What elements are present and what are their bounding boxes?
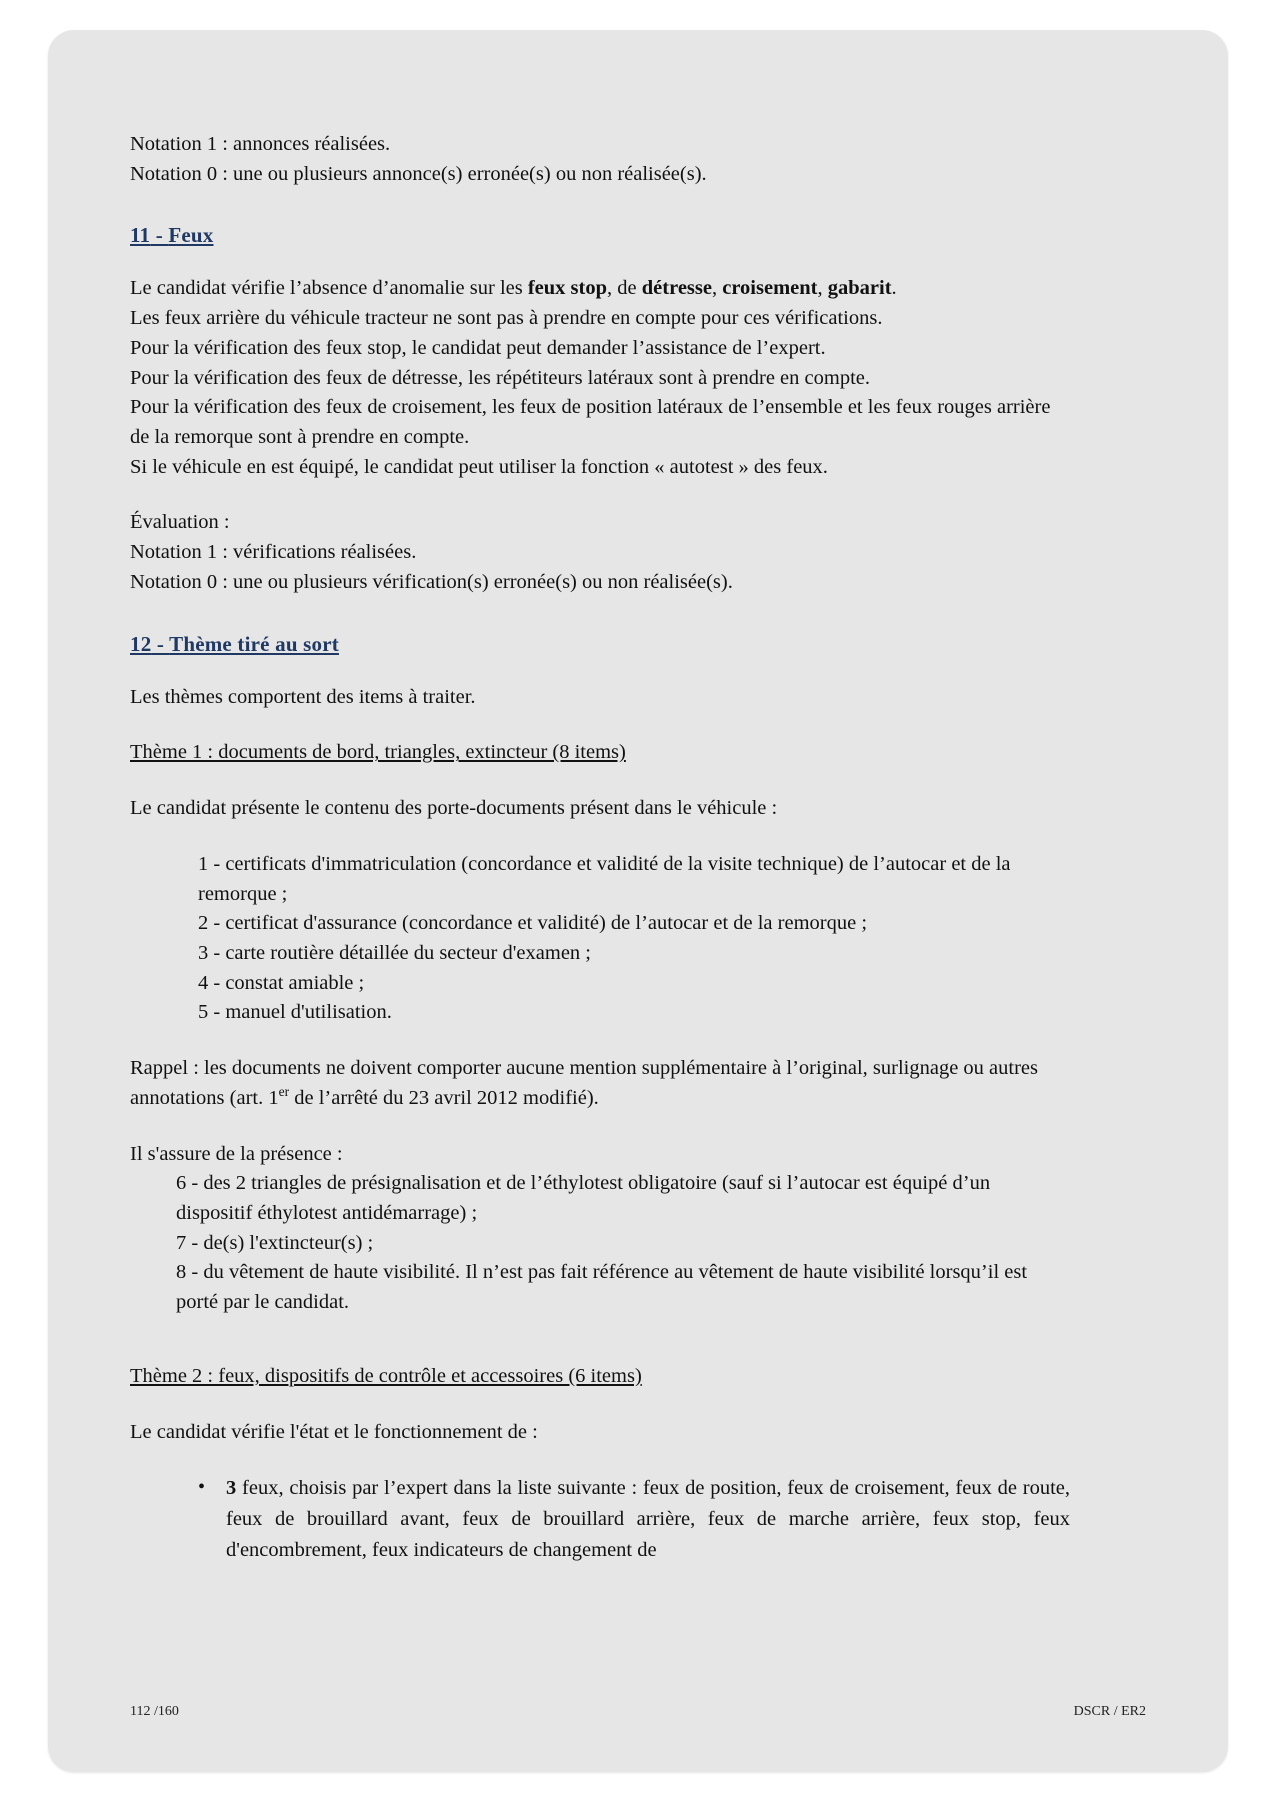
presence-item-7: 7 - de(s) l'extincteur(s) ; <box>176 1231 374 1254</box>
theme-1-items <box>130 850 1070 1028</box>
rappel-superscript: er <box>278 1083 290 1099</box>
evaluation-line-1: Notation 1 : vérifications réalisées. <box>130 541 417 564</box>
p1-bold-gabarit: gabarit <box>827 277 892 300</box>
presence-items <box>130 1169 1070 1318</box>
p1-a: Le candidat vérifie l’absence d’anomalie sur les <box>130 277 528 300</box>
page-footer <box>130 1704 1146 1720</box>
document-body <box>130 130 1070 1566</box>
p1-c: , de <box>607 277 642 300</box>
theme-2-bullet-count: 3 <box>226 1477 237 1500</box>
section-11-line-1: Les feux arrière du véhicule tracteur ne sont pas à prendre en compte pour ces vérifications. <box>130 307 883 330</box>
theme-1-item-2: 2 - certificat d'assurance (concordance et validité) de l’autocar et de la remorque ; <box>198 912 868 935</box>
presence-item-6: 6 - des 2 triangles de présignalisation et de l’éthylotest obligatoire (sauf si l’autocar est équipé d’un dispositif éthylotest antidémarrage) ; <box>176 1172 991 1224</box>
theme-2-heading: Thème 2 : feux, dispositifs de contrôle et accessoires (6 items) <box>130 1364 642 1387</box>
theme-2-bullet-text: feux, choisis par l’expert dans la liste suivante : feux de position, feux de croisement, feux de route, feux de brouillard avant, feux de brouillard arrière, feux de marche arrière, feux stop, feux d'encombrement, feux indicateurs de changement de <box>226 1477 1070 1561</box>
p1-e: , <box>817 277 828 300</box>
presence-item-8: 8 - du vêtement de haute visibilité. Il n’est pas fait référence au vêtement de haute visibilité lorsqu’il est porté par le candidat. <box>176 1261 1028 1314</box>
evaluation-label: Évaluation : <box>130 511 230 534</box>
rappel-part-a: Rappel : les documents ne doivent comporter aucune mention supplémentaire à l’original, surlignage ou autres annotations (art. 1 <box>130 1057 1038 1109</box>
document-page <box>48 30 1228 1772</box>
section-12-intro: Les thèmes comportent des items à traiter. <box>130 685 476 708</box>
section-11-line-3: Pour la vérification des feux de détresse, les répétiteurs latéraux sont à prendre en compte. <box>130 366 870 389</box>
section-heading-12 <box>130 632 1070 657</box>
footer-page-number: 112 /160 <box>130 1704 179 1719</box>
section-12-number: 12 <box>130 631 152 656</box>
section-11-line-4: Pour la vérification des feux de croisement, les feux de position latéraux de l’ensemble et les feux rouges arrière de la remorque sont à prendre en compte. <box>130 396 1051 449</box>
section-11-number: 11 <box>130 223 151 248</box>
section-12-title: Thème tiré au sort <box>169 631 339 656</box>
theme-1-heading: Thème 1 : documents de bord, triangles, extincteur (8 items) <box>130 741 626 764</box>
theme-2-heading-wrap <box>130 1362 1070 1392</box>
theme-1-item-4: 4 - constat amiable ; <box>198 971 365 994</box>
p1-d: , <box>711 277 723 300</box>
section-11-line-2: Pour la vérification des feux stop, le candidat peut demander l’assistance de l’expert. <box>130 336 826 359</box>
p1-bold-feux-stop: feux stop <box>527 277 608 300</box>
section-11-dash: - <box>150 223 169 248</box>
theme-2-bullet-1 <box>226 1473 1070 1565</box>
p1-f: . <box>891 277 897 300</box>
notation-line-0: Notation 0 : une ou plusieurs annonce(s) erronée(s) ou non réalisée(s). <box>130 162 707 185</box>
evaluation-line-0: Notation 0 : une ou plusieurs vérification(s) erronée(s) ou non réalisée(s). <box>130 570 733 593</box>
rappel-part-b: de l’arrêté du 23 avril 2012 modifié). <box>289 1086 599 1109</box>
theme-1-item-1: 1 - certificats d'immatriculation (concordance et validité de la visite technique) de l’autocar et de la remorque ; <box>198 852 1011 905</box>
presence-intro: Il s'assure de la présence : <box>130 1142 343 1165</box>
theme-1-rappel <box>130 1054 1070 1113</box>
notation-line-1: Notation 1 : annonces réalisées. <box>130 133 391 155</box>
p1-bold-detresse: détresse <box>641 277 712 300</box>
section-heading-11 <box>130 223 1070 248</box>
section-11-paragraph-1 <box>130 274 1070 304</box>
footer-reference: DSCR / ER2 <box>1073 1704 1146 1719</box>
theme-1-intro: Le candidat présente le contenu des porte-documents présent dans le véhicule : <box>130 797 778 820</box>
theme-2-bullets <box>130 1473 1070 1565</box>
section-12-dash: - <box>151 631 170 656</box>
theme-1-item-5: 5 - manuel d'utilisation. <box>198 1001 392 1024</box>
theme-1-item-3: 3 - carte routière détaillée du secteur d'examen ; <box>198 941 591 964</box>
p1-bold-croisement: croisement <box>722 277 818 300</box>
section-11-title: Feux <box>168 223 214 248</box>
theme-2-intro: Le candidat vérifie l'état et le fonctionnement de : <box>130 1420 538 1443</box>
theme-1-heading-wrap <box>130 738 1070 768</box>
section-11-line-5: Si le véhicule en est équipé, le candidat peut utiliser la fonction « autotest » des feux. <box>130 455 828 478</box>
